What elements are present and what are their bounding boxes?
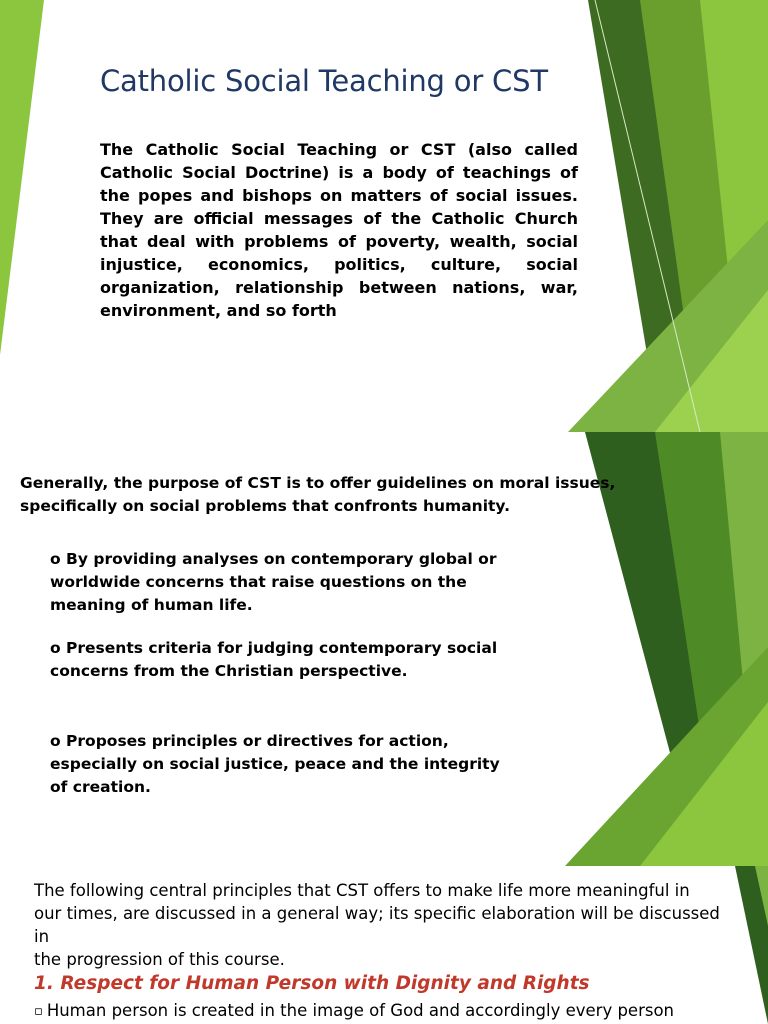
slide-2 — [0, 432, 768, 866]
purpose-bullet: o Proposes principles or directives for action, especially on social justice, peace and the integrity of creation. — [50, 732, 500, 796]
principle-bullet-item — [34, 999, 754, 1023]
cst-purpose-intro: Generally, the purpose of CST is to offer guidelines on moral issues, specifically on social problems that confronts humanity. — [20, 474, 616, 515]
cst-definition-paragraph: The Catholic Social Teaching or CST (also called Catholic Social Doctrine) is a body of teachings of the popes and bishops on matters of social issues. They are official messages of the Catholic Church that deal with problems of poverty, wealth, social injustice, economics, politics, culture, social organization, relationship between nations, war, environment, and so forth — [100, 140, 578, 320]
square-bullet-icon: ▫ — [34, 1004, 43, 1019]
purpose-bullet: o Presents criteria for judging contemporary social concerns from the Christian perspective. — [50, 639, 498, 680]
purpose-bullet: o By providing analyses on contemporary global or worldwide concerns that raise questions on the meaning of human life. — [50, 550, 497, 614]
slide-title: Catholic Social Teaching or CST — [100, 64, 548, 98]
slide-3 — [0, 866, 768, 1024]
slide-1 — [0, 0, 768, 432]
left-green-sliver — [0, 0, 44, 355]
principles-intro-paragraph: The following central principles that CST offers to make life more meaningful in our times, are discussed in a general way; its specific elaboration will be discussed in the progression of this course. — [34, 881, 720, 969]
principle-heading: 1. Respect for Human Person with Dignity and Rights — [34, 973, 590, 994]
principle-bullet-text: Human person is created in the image of God and accordingly every person — [46, 1001, 675, 1020]
